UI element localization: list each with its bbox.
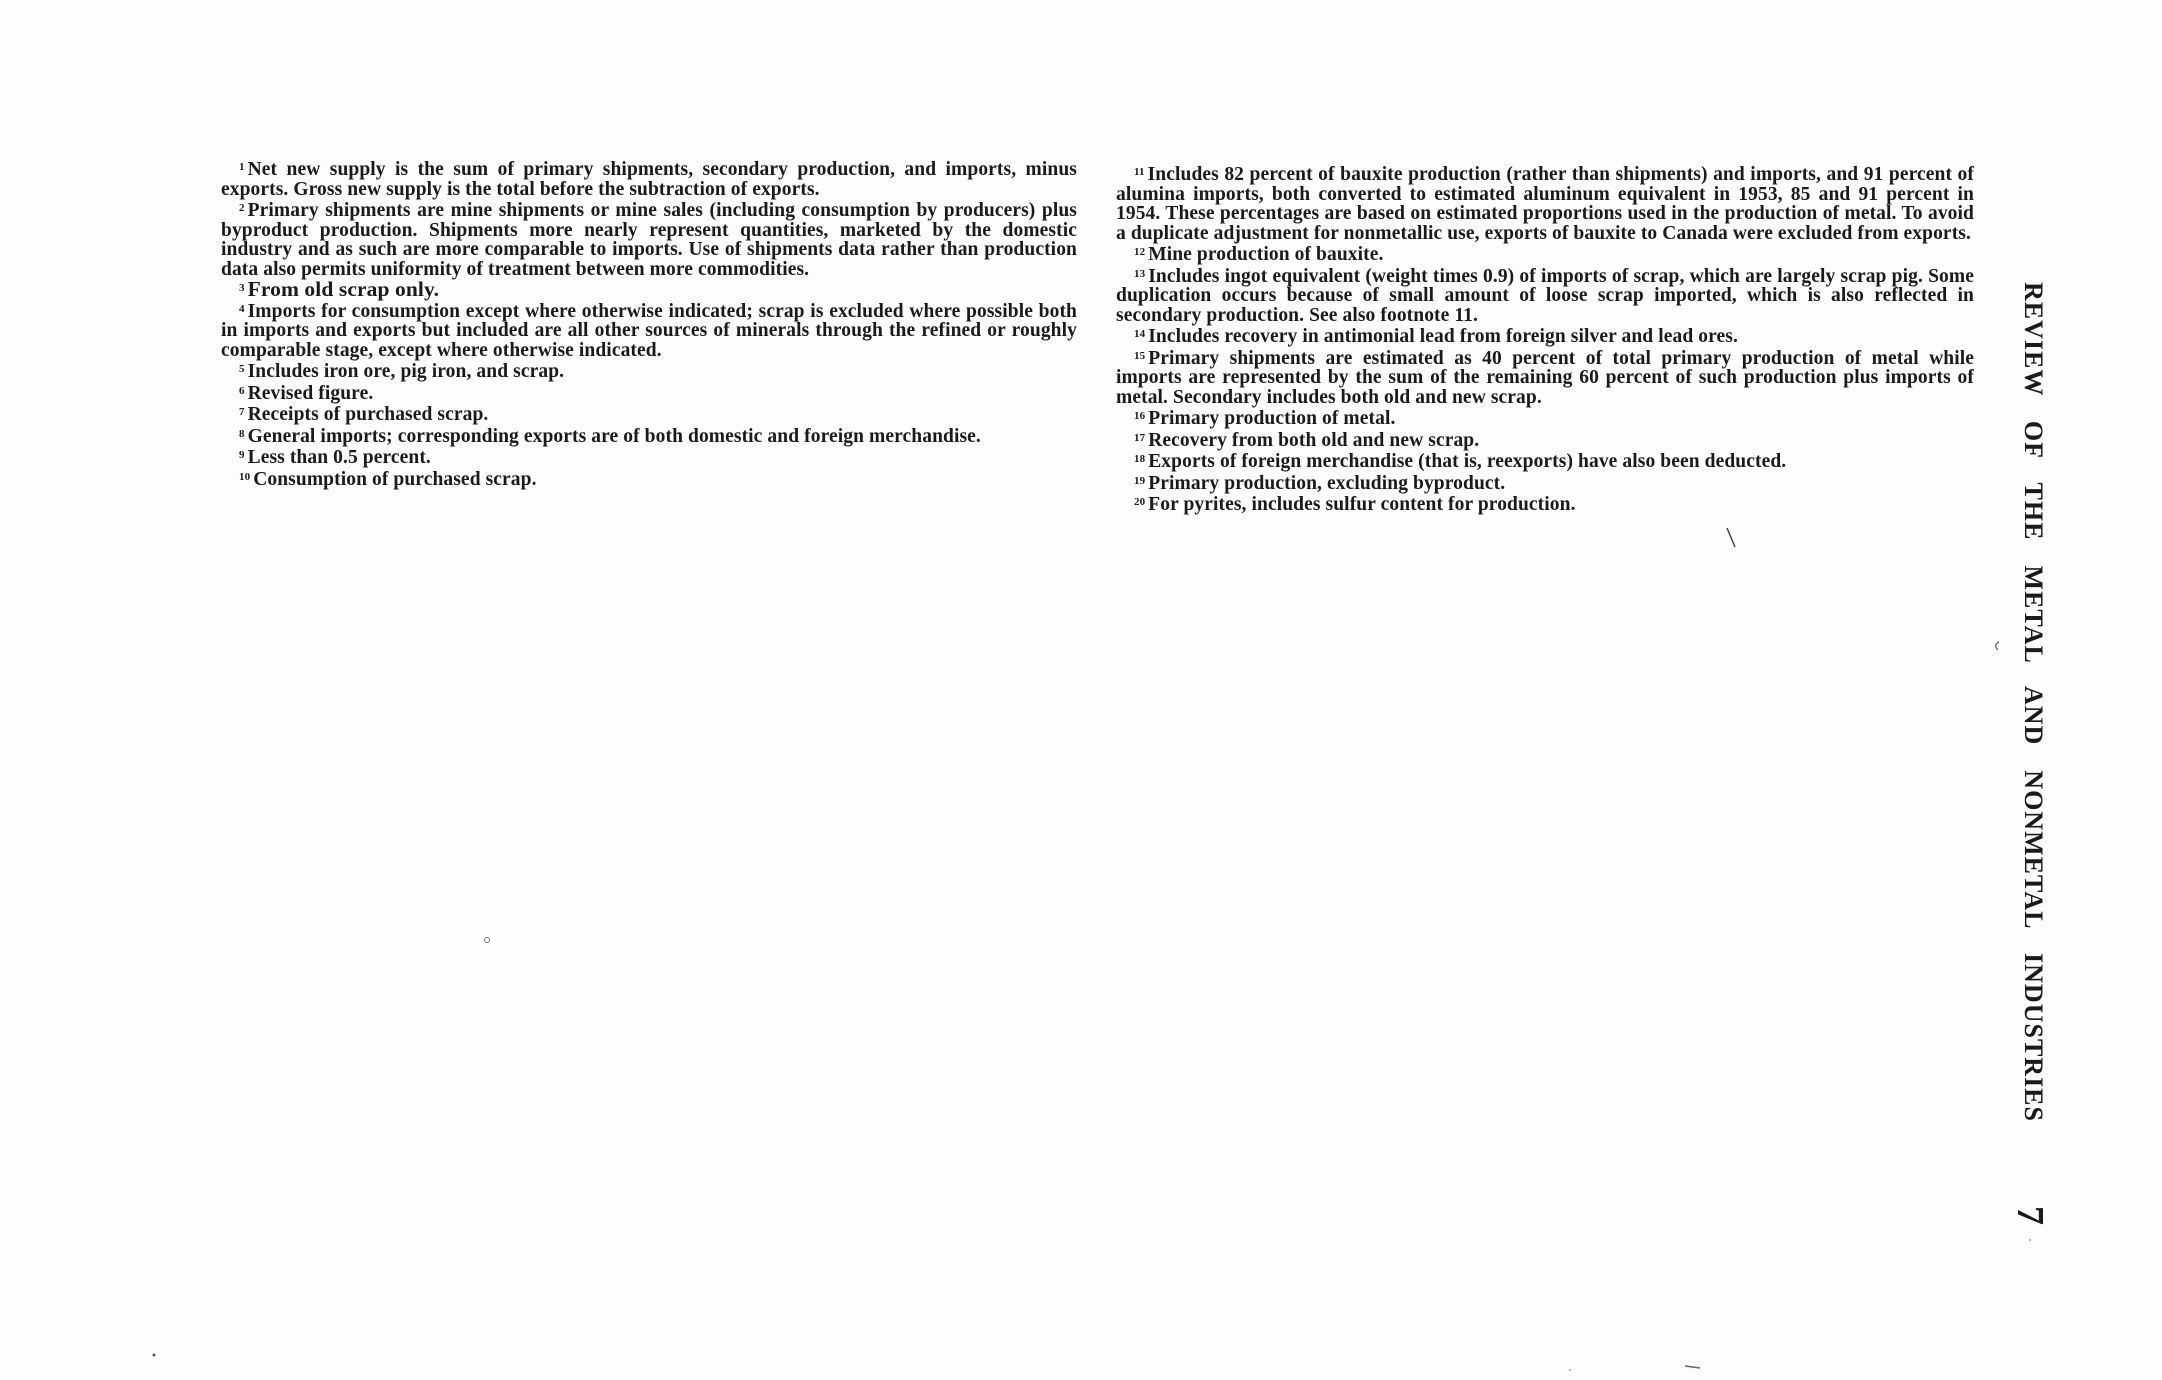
footnote: [221, 199, 1077, 279]
footnote-text: Recovery from both old and new scrap.: [1148, 429, 1480, 451]
footnote-text: Primary production, excluding byproduct.: [1148, 472, 1506, 494]
ink-speck: [485, 938, 490, 943]
footnote-text: For pyrites, includes sulfur content for production.: [1148, 494, 1576, 515]
footnote-text: Exports of foreign merchandise (that is, reexports) have also been deducted.: [1148, 451, 1787, 472]
footnote: [1116, 429, 1974, 451]
footnotes-right-column: [1116, 163, 1974, 515]
footnote-text: Mine production of bauxite.: [1148, 244, 1384, 265]
footnote-number: 8: [239, 427, 245, 440]
footnote-text: General imports; corresponding exports are of both domestic and foreign merchandise.: [247, 425, 981, 447]
footnote: [221, 360, 1077, 382]
footnote-number: 17: [1134, 431, 1146, 444]
footnote: [1116, 243, 1974, 265]
footnote: [221, 468, 1077, 490]
ink-mark: [1996, 642, 1999, 650]
footnote-number: 5: [239, 363, 245, 375]
footnote-text: Includes iron ore, pig iron, and scrap.: [247, 361, 565, 382]
footnote-number: 13: [1134, 267, 1146, 280]
footnote: [1116, 472, 1974, 494]
footnote-text: Imports for consumption except where otherwise indicated; scrap is excluded where possible both in imports and exports but included are all other sources of minerals through the refined or roughly comparable stage, except where otherwise indicated.: [221, 300, 1077, 361]
ink-mark: [1727, 528, 1735, 547]
footnote: [1116, 407, 1974, 429]
footnote-text: Primary shipments are mine shipments or mine sales (including consumption by producers) plus byproduct production. Shipments more nearly represent quantities, marketed by the domestic industry and as such are more comparable to imports. Use of shipments data rather than production data also permits uniformity of treatment between more commodities.: [221, 200, 1077, 280]
footnote: [221, 382, 1077, 404]
footnote-number: 16: [1134, 410, 1146, 422]
footnote-text: From old scrap only.: [247, 277, 440, 301]
footnote-number: 1: [239, 161, 245, 173]
ink-speck: [153, 1354, 156, 1357]
ink-speck: [1569, 1369, 1571, 1371]
footnote-number: 20: [1134, 496, 1146, 508]
footnote-text: Receipts of purchased scrap.: [247, 404, 489, 425]
running-head: REVIEW OF THE METAL AND NONMETAL INDUSTRIES: [2019, 282, 2048, 1122]
footnote-text: Revised figure.: [247, 382, 374, 404]
footnote: [1116, 493, 1974, 515]
footnote-text: Net new supply is the sum of primary shipments, secondary production, and imports, minus exports. Gross new supply is the total before the subtraction of exports.: [221, 159, 1077, 200]
footnote-text: Primary shipments are estimated as 40 percent of total primary production of metal while imports are represented by the sum of the remaining 60 percent of such production plus imports of metal. Secondary includes both old and new scrap.: [1116, 347, 1974, 408]
footnote-number: 12: [1134, 246, 1146, 258]
footnote-text: Includes 82 percent of bauxite production (rather than shipments) and imports, and 91 percent of alumina imports, both converted to estimated aluminum equivalent in 1953, 85 and 91 percent in 1954. These percentages are based on estimated proportions used in the production of metal. To avoid a duplicate adjustment for nonmetallic use, exports of bauxite to Canada were excluded from exports.: [1116, 164, 1974, 244]
footnote: [221, 158, 1077, 199]
footnote-number: 11: [1134, 166, 1145, 178]
footnote: [221, 403, 1077, 425]
footnotes-left-column: [221, 158, 1077, 489]
footnote: [1116, 325, 1974, 347]
footnote-number: 6: [239, 384, 245, 397]
footnote-number: 15: [1134, 349, 1146, 362]
page-number: 7: [2009, 1206, 2051, 1225]
footnote: [1116, 265, 1974, 326]
footnote: [1116, 450, 1974, 472]
footnote-number: 2: [239, 202, 245, 214]
footnote-text: Consumption of purchased scrap.: [253, 468, 537, 490]
footnote-number: 19: [1134, 474, 1146, 487]
footnote: [221, 279, 1077, 300]
footnote-number: 10: [239, 470, 251, 483]
footnote-number: 9: [239, 449, 245, 461]
footnote-text: Less than 0.5 percent.: [247, 447, 431, 468]
ink-speck: [2029, 1239, 2031, 1241]
footnote-number: 3: [239, 282, 245, 294]
footnote-number: 4: [239, 302, 245, 315]
footnote: [221, 425, 1077, 447]
footnote-text: Primary production of metal.: [1148, 408, 1396, 429]
footnote: [221, 300, 1077, 361]
footnote: [1116, 163, 1974, 243]
footnote: [221, 446, 1077, 468]
footnote-number: 18: [1134, 453, 1146, 465]
ink-mark: [1685, 1366, 1700, 1368]
footnote-text: Includes recovery in antimonial lead from foreign silver and lead ores.: [1148, 326, 1738, 347]
footnote-number: 7: [239, 406, 245, 418]
footnote: [1116, 347, 1974, 408]
footnote-text: Includes ingot equivalent (weight times 0.9) of imports of scrap, which are largely scrap pig. Some duplication occurs because of small amount of loose scrap imported, which is also reflected in secondary production. See also footnote 11.: [1116, 265, 1974, 326]
footnote-number: 14: [1134, 328, 1146, 340]
